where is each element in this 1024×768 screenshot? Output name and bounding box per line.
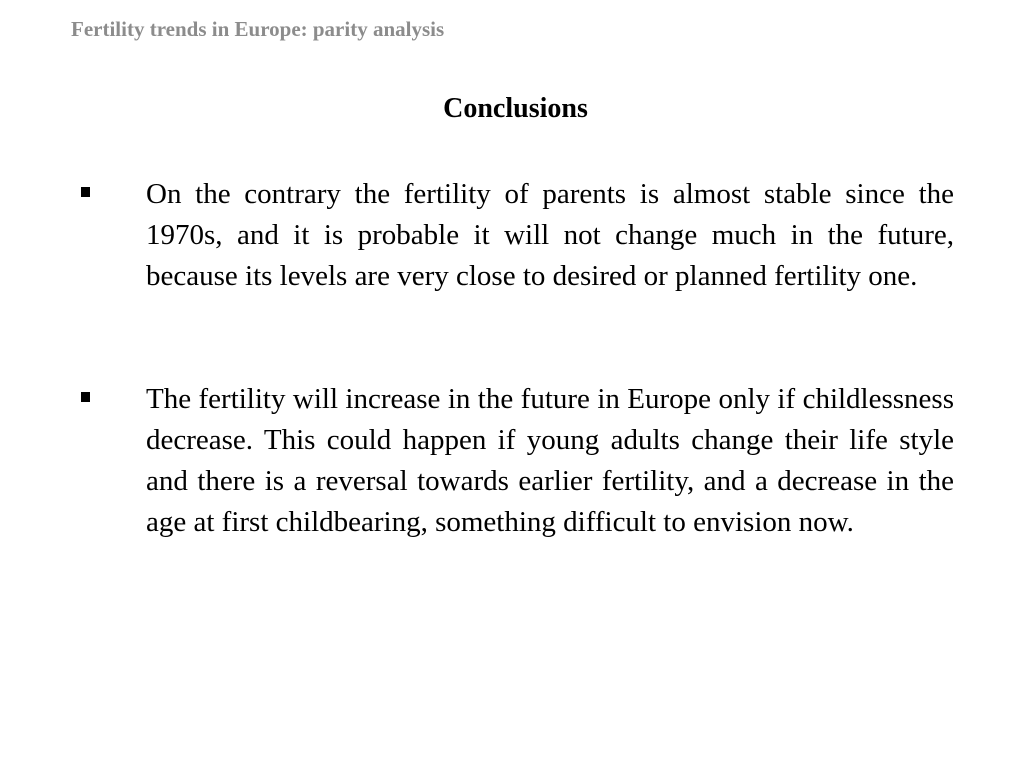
slide-heading: Conclusions <box>443 93 588 124</box>
square-bullet-icon <box>79 179 91 203</box>
square-bullet-icon <box>79 384 91 408</box>
header-title: Fertility trends in Europe: parity analysis <box>71 17 445 41</box>
bullet-text: On the contrary the fertility of parents is almost stable since the 1970s, and it is probable it will not change much in the future, because its levels are very close to desired or planned fertility one. <box>146 178 954 292</box>
bullet-text: The fertility will increase in the future in Europe only if childlessness decrease. This could happen if young adults change their life style and there is a reversal towards earlier fertility, and a decrease in the age at first childbearing, something difficult to envision now. <box>146 383 954 538</box>
